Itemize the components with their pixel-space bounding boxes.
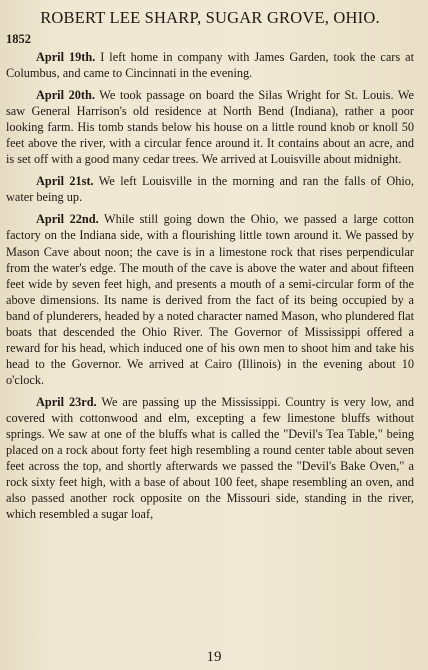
diary-entry xyxy=(6,87,414,167)
diary-entry xyxy=(6,173,414,205)
entry-text: While still going down the Ohio, we passed a large cotton factory on the Indiana side, with a flourishing little town around it. We passed by Mason Cave about noon; the cave is in a limestone rock that rises perpendicular from the water's edge. The mouth of the cave is above the water and about fifteen feet wide by seven feet high, and presents a mouth of a semi-circular form of the above dimensions. Its name is derived from the fact of its being occupied by a band of plunderers, headed by a noted character named Mason, who plundered flat boats that descended the Ohio River. The Governor of Mississippi offered a reward for his head, which induced one of his own men to shoot him and take his head to the Governor. We arrived at Cairo (Illinois) in the evening about 10 o'clock. xyxy=(6,212,414,387)
running-header: ROBERT LEE SHARP, SUGAR GROVE, OHIO. xyxy=(40,8,380,27)
entry-text: We left Louisville in the morning and ran the falls of Ohio, water being up. xyxy=(6,174,415,205)
year-heading: 1852 xyxy=(6,32,31,46)
entry-text: We are passing up the Mississippi. Country is very low, and covered with cottonwood and elm, excepting a few limestone bluffs without springs. We saw at one of the bluffs what is called the "Devil's Tea Table," being placed on a rock about forty feet high resembling a round center table about seven feet across the top, and shortly afterwards we passed the "Devil's Bake Oven," a rock sixty feet high, with a base of about 100 feet, shape resembling an oven, and also passed another rock opposite on the Missouri side, standing in the river, which resembled a sugar loaf, xyxy=(6,394,414,522)
entry-date: April 21st. xyxy=(36,174,94,189)
entry-date: April 20th. xyxy=(36,88,95,103)
entry-date: April 22nd. xyxy=(36,212,99,227)
diary-entry xyxy=(6,394,414,522)
entry-date: April 23rd. xyxy=(36,394,97,409)
page-number: 19 xyxy=(206,649,222,665)
entry-text: We took passage on board the Silas Wright for St. Louis. We saw General Harrison's old residence at North Bend (Indiana), rather a poor looking farm. His tomb stands below his house on a little round knob or knoll 50 feet above the river, with a circular fence around it. It contains about an acre, and is set off with a good many cedar trees. We arrived at Louisville about midnight. xyxy=(6,88,414,167)
entry-date: April 19th. xyxy=(36,50,96,64)
diary-entry xyxy=(6,211,414,388)
diary-entry xyxy=(6,49,414,81)
entry-text: I left home in company with James Garden, took the cars at Columbus, and came to Cincinnati in the evening. xyxy=(6,50,414,81)
